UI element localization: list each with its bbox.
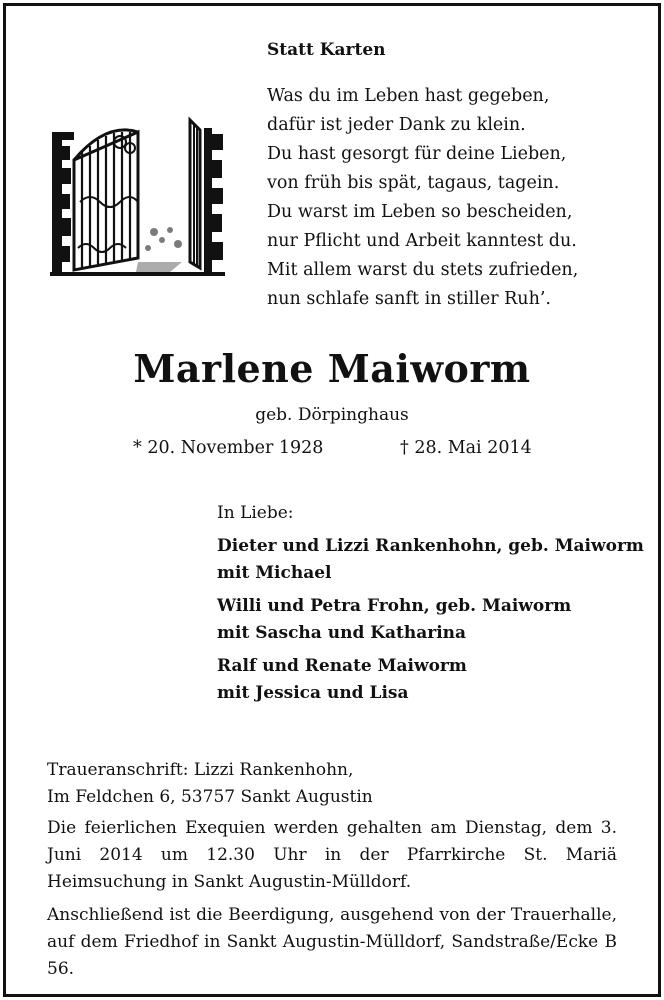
family-group-line: Dieter und Lizzi Rankenhohn, geb. Maiworm [217, 536, 644, 556]
mass-info: Die feierlichen Exequien werden gehalten am Dienstag, dem 3. Juni 2014 um 12.30 Uhr in der Pfarrkirche St. Mariä Heimsuchung in Sankt Augustin-Mülldorf. [47, 818, 617, 892]
open-gate-icon [50, 112, 225, 280]
poem-line: Du warst im Leben so bescheiden, [267, 202, 573, 222]
burial-info: Anschließend ist die Beerdigung, ausgehend von der Trauerhalle, auf dem Friedhof in Sankt Augustin-Mülldorf, Sandstraße/Ecke B 56. [47, 905, 617, 979]
family-group [217, 533, 644, 587]
address-line: Im Feldchen 6, 53757 Sankt Augustin [47, 787, 373, 807]
birth-date: * 20. November 1928 [133, 438, 324, 458]
family-group [217, 653, 644, 707]
deceased-name: Marlene Maiworm [133, 346, 531, 391]
family-group-line: Ralf und Renate Maiworm [217, 656, 467, 676]
footer-section [47, 757, 617, 989]
poem-line: nur Pflicht und Arbeit kanntest du. [267, 231, 577, 251]
poem-line: von früh bis spät, tagaus, tagein. [267, 173, 560, 193]
mourning-address [47, 757, 617, 811]
address-line: Traueranschrift: Lizzi Rankenhohn, [47, 760, 354, 780]
family-group [217, 593, 644, 647]
poem-line: nun schlafe sanft in stiller Ruh’. [267, 289, 551, 309]
death-date: † 28. Mai 2014 [400, 438, 532, 458]
family-group-line: mit Sascha und Katharina [217, 623, 467, 643]
family-intro: In Liebe: [217, 503, 294, 523]
family-section [217, 503, 644, 713]
family-group-line: mit Michael [217, 563, 332, 583]
family-group-line: Willi und Petra Frohn, geb. Maiworm [217, 596, 572, 616]
poem-line: Mit allem warst du stets zufrieden, [267, 260, 579, 280]
poem [267, 82, 578, 314]
header-label: Statt Karten [267, 40, 386, 60]
poem-line: Was du im Leben hast gegeben, [267, 86, 550, 106]
family-group-line: mit Jessica und Lisa [217, 683, 409, 703]
poem-line: Du hast gesorgt für deine Lieben, [267, 144, 567, 164]
poem-line: dafür ist jeder Dank zu klein. [267, 115, 526, 135]
maiden-name: geb. Dörpinghaus [255, 405, 409, 425]
